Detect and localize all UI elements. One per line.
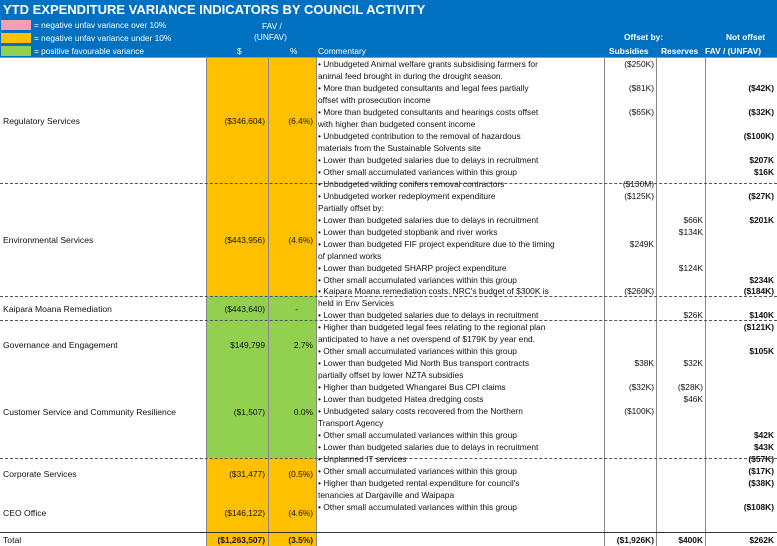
commentary-line: • Other small accumulated variances within this group [318, 346, 517, 357]
commentary-line: • Lower than budgeted salaries due to delays in recruitment [318, 154, 539, 165]
legend-label: = negative unfav variance under 10% [34, 33, 172, 43]
commentary-line: • More than budgeted consultants and hearings costs offset [318, 106, 539, 117]
commentary-line: • Higher than budgeted legal fees relating to the regional plan [318, 322, 546, 333]
commentary-line: • Unbudgeted worker redeployment expenditure [318, 190, 496, 201]
activity-name: Corporate Services [3, 469, 77, 479]
header-not-offset: Not offset [726, 32, 766, 42]
activity-pct: 2.7% [293, 340, 313, 350]
commentary-line: • Lower than budgeted FIF project expenditure due to the timing [318, 238, 555, 249]
total-subsidies: ($1,926K) [616, 535, 654, 545]
commentary-line: held in Env Services [318, 298, 394, 309]
commentary-line: anticipated to have a net overspend of $179K by year end. [318, 334, 535, 345]
activity-amount: ($443,640) [224, 304, 265, 314]
row-divider [0, 57, 777, 58]
header-subsidies: Subsidies [609, 46, 649, 56]
legend-label: = positive favourable variance [34, 46, 144, 56]
column-divider [604, 57, 605, 546]
commentary-line: • Unbudgeted wilding conifers removal contractors [318, 178, 505, 189]
commentary-line: • Unbudgeted contribution to the removal of hazardous [318, 130, 521, 141]
reserves-value: $46K [683, 394, 703, 405]
commentary-line: • Lower than budgeted Mid North Bus transport contracts [318, 358, 530, 369]
commentary-line: partially offset by lower NZTA subsidies [318, 370, 464, 381]
total-not-offset: $262K [749, 535, 774, 545]
commentary-line: • Other small accumulated variances within this group [318, 501, 517, 512]
activity-pct: (4.6%) [288, 508, 313, 518]
commentary-line: • Lower than budgeted salaries due to delays in recruitment [318, 310, 539, 321]
reserves-value: $26K [683, 310, 703, 321]
commentary-line: • Lower than budgeted Hatea dredging costs [318, 394, 484, 405]
not-offset-value: $105K [749, 346, 774, 357]
activity-amount: $149,799 [230, 340, 265, 350]
column-divider [656, 57, 657, 546]
subsidies-value: ($260K) [624, 286, 654, 297]
header-unfav: (UNFAV) [254, 32, 287, 42]
not-offset-value: $140K [749, 310, 774, 321]
activity-amount: ($346,604) [224, 116, 265, 126]
not-offset-value: $234K [749, 274, 774, 285]
subsidies-value: ($65K) [628, 106, 654, 117]
header-offset-by: Offset by: [624, 32, 664, 42]
subsidies-value: ($250K) [624, 59, 654, 69]
activity-name: Customer Service and Community Resilience [3, 407, 176, 417]
commentary-line: • Unplanned IT services [318, 454, 407, 464]
subsidies-value: ($32K) [628, 382, 654, 393]
activity-pct: (0.5%) [288, 469, 313, 479]
activity-amount: ($31,477) [229, 469, 265, 479]
sheet-title: YTD EXPENDITURE VARIANCE INDICATORS BY COUNCIL ACTIVITY [0, 0, 777, 19]
commentary-line: • Other small accumulated variances within this group [318, 466, 517, 476]
commentary-line: • Higher than budgeted Whangarei Bus CPI claims [318, 382, 506, 393]
commentary-line: offset with prosecution income [318, 94, 431, 105]
legend-item [0, 19, 205, 31]
not-offset-value: $43K [753, 442, 774, 452]
commentary-line: • Lower than budgeted SHARP project expenditure [318, 262, 507, 273]
not-offset-value: ($184K) [743, 286, 774, 297]
total-separator [0, 532, 777, 533]
header-commentary: Commentary [318, 46, 366, 56]
commentary-line: • Other small accumulated variances within this group [318, 166, 517, 177]
legend-swatch-red [1, 20, 31, 30]
not-offset-value: ($17K) [748, 466, 774, 476]
activity-name: Kaipara Moana Remediation [3, 304, 112, 314]
commentary-line: Partially offset by: [318, 202, 384, 213]
commentary-line: tenancies at Dargaville and Waipapa [318, 489, 455, 500]
legend-item [0, 45, 205, 57]
not-offset-value: ($38K) [748, 478, 774, 488]
commentary-line: • Higher than budgeted rental expenditure for council's [318, 478, 520, 488]
commentary-line: • Unbudgeted Animal welfare grants subsidising farmers for [318, 59, 538, 69]
reserves-value: $124K [678, 262, 703, 273]
commentary-line: animal feed brought in during the drought season. [318, 71, 503, 81]
not-offset-value: ($27K) [748, 190, 774, 201]
commentary-line: with higher than budgeted consent income [318, 118, 476, 129]
commentary-line: • Unbudgeted salary costs recovered from the Northern [318, 406, 523, 417]
commentary-line: • Lower than budgeted stopbank and river works [318, 226, 498, 237]
not-offset-value: $16K [753, 166, 774, 177]
commentary-line: materials from the Sustainable Solvents site [318, 142, 481, 153]
total-reserves: $400K [678, 535, 703, 545]
total-pct: (3.5%) [288, 535, 313, 545]
activity-pct: (6.4%) [288, 116, 313, 126]
subsidies-value: $249K [629, 238, 654, 249]
commentary-line: • Lower than budgeted salaries due to delays in recruitment [318, 442, 539, 452]
subsidies-value: ($125K) [624, 190, 654, 201]
activity-name: Governance and Engagement [3, 340, 118, 350]
column-divider [316, 57, 317, 546]
not-offset-value: ($100K) [743, 130, 774, 141]
activity-pct: (4.6%) [288, 235, 313, 245]
total-label: Total [3, 535, 22, 545]
activity-name: CEO Office [3, 508, 47, 518]
not-offset-value: $42K [753, 430, 774, 441]
activity-pct: 0.0% [293, 407, 313, 417]
not-offset-value: ($42K) [748, 82, 774, 93]
activity-name: Environmental Services [3, 235, 94, 245]
commentary-line: • More than budgeted consultants and legal fees partially [318, 82, 529, 93]
activity-amount: ($1,507) [233, 407, 265, 417]
commentary-line: • Kaipara Moana remediation costs. NRC's budget of $300K is [318, 286, 549, 297]
subsidies-value: $38K [634, 358, 654, 369]
activity-name: Regulatory Services [3, 116, 80, 126]
header-pct: % [290, 46, 298, 56]
not-offset-value: $207K [749, 154, 774, 165]
commentary-line: Transport Agency [318, 418, 384, 429]
commentary-line: • Lower than budgeted salaries due to delays in recruitment [318, 214, 539, 225]
total-amount: ($1,263,507) [217, 535, 265, 545]
not-offset-value: ($108K) [743, 501, 774, 512]
legend-swatch-orange [1, 33, 31, 43]
legend-item [0, 32, 205, 44]
legend-label: = negative unfav variance over 10% [34, 20, 167, 30]
reserves-value: ($28K) [677, 382, 703, 393]
reserves-value: $66K [683, 214, 703, 225]
reserves-value: $32K [683, 358, 703, 369]
activity-pct: - [295, 304, 298, 314]
activity-amount: ($443,956) [224, 235, 265, 245]
reserves-value: $134K [678, 226, 703, 237]
commentary-line: of planned works [318, 250, 382, 261]
header-fav: FAV / [262, 21, 282, 31]
header-not-offset-sub: FAV / (UNFAV) [705, 46, 761, 56]
subsidies-value: ($100K) [624, 406, 654, 417]
header-reserves: Reserves [661, 46, 699, 56]
subsidies-value: ($81K) [628, 82, 654, 93]
legend-swatch-green [1, 46, 31, 56]
commentary-line: • Other small accumulated variances within this group [318, 430, 517, 441]
not-offset-value: ($57K) [748, 454, 774, 464]
activity-amount: ($146,122) [224, 508, 265, 518]
not-offset-value: ($32K) [748, 106, 774, 117]
commentary-line: • Other small accumulated variances within this group [318, 274, 517, 285]
subsidies-value: ($130M) [622, 178, 654, 189]
not-offset-value: ($121K) [743, 322, 774, 333]
not-offset-value: $201K [749, 214, 774, 225]
header-dollar: $ [237, 46, 242, 56]
